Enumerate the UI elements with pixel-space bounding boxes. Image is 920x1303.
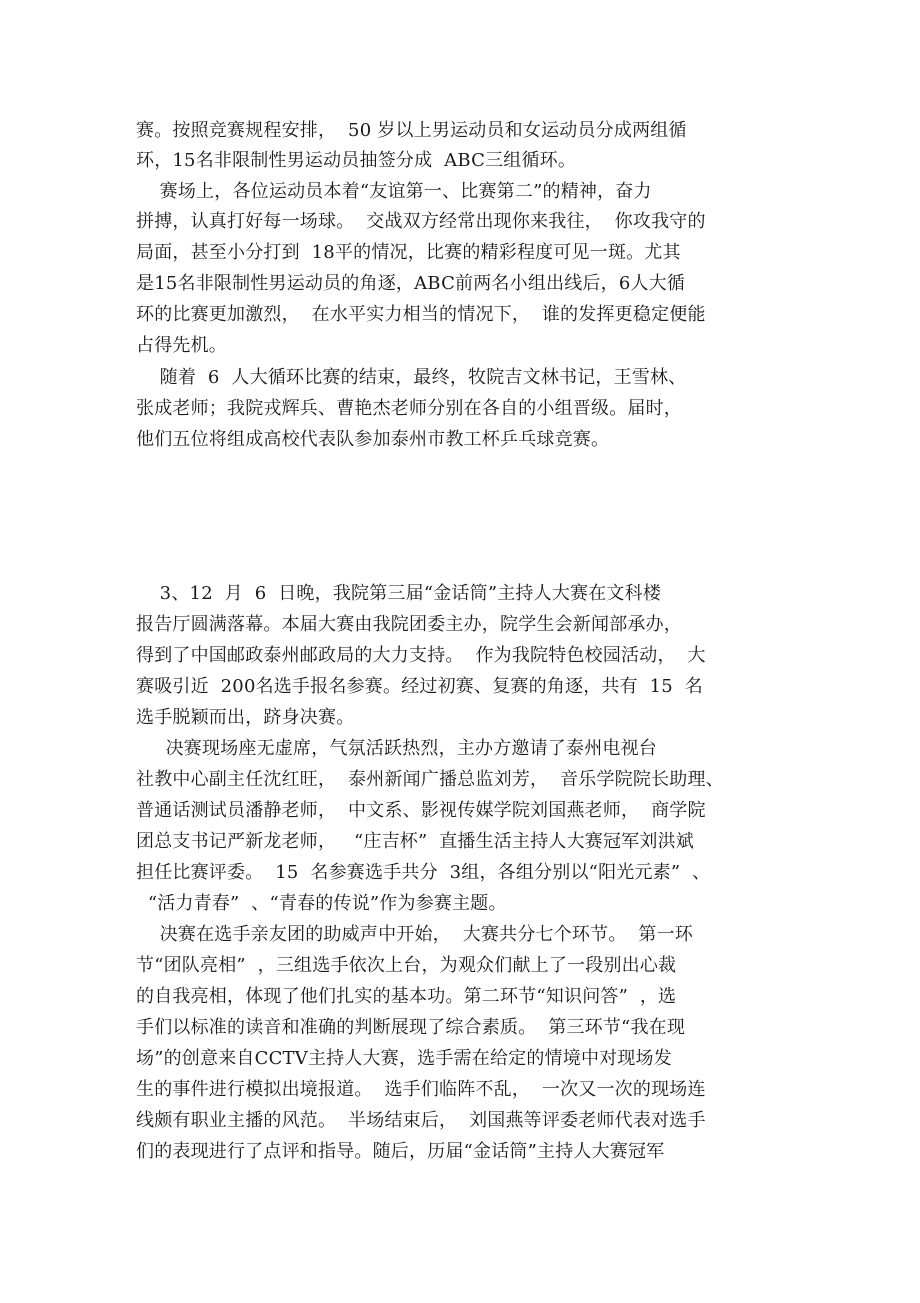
text-line: 报告厅圆满落幕。本届大赛由我院团委主办，院学生会新闻部承办， <box>136 614 682 635</box>
text-line: 普通话测试员潘静老师， 中文系、影视传媒学院刘国燕老师， 商学院 <box>136 800 706 821</box>
text-line: 线颇有职业主播的风范。 半场结束后， 刘国燕等评委老师代表对选手 <box>136 1110 706 1131</box>
text-line: 赛场上，各位运动员本着“友谊第一、比赛第二”的精神，奋力 <box>136 181 652 202</box>
text-line: 张成老师；我院戎辉兵、曹艳杰老师分别在各自的小组晋级。届时， <box>136 398 682 419</box>
text-line: 随着 6 人大循环比赛的结束，最终，牧院吉文林书记，王雪林、 <box>136 367 687 388</box>
text-line: 社教中心副主任沈红旺， 泰州新闻广播总监刘芳， 音乐学院院长助理、 <box>136 769 724 790</box>
text-line: 赛。按照竞赛规程安排， 50 岁以上男运动员和女运动员分成两组循 <box>136 120 687 141</box>
text-line: 决赛在选手亲友团的助威声中开始， 大赛共分七个环节。 第一环 <box>136 924 693 945</box>
text-line: 是15名非限制性男运动员的角逐，ABC前两名小组出线后，6人大循 <box>136 273 686 294</box>
text-line: 生的事件进行模拟出境报道。 选手们临阵不乱， 一次又一次的现场连 <box>136 1079 706 1100</box>
text-line: 团总支书记严新龙老师， “庄吉杯” 直播生活主持人大赛冠军刘洪斌 <box>136 831 695 852</box>
text-line: 手们以标准的读音和准确的判断展现了综合素质。 第三环节“我在现 <box>136 1017 686 1038</box>
text-line: 环的比赛更加激烈， 在水平实力相当的情况下， 谁的发挥更稳定便能 <box>136 304 706 325</box>
text-line: 决赛现场座无虚席，气氛活跃热烈，主办方邀请了泰州电视台 <box>136 738 658 759</box>
text-line: 拼搏，认真打好每一场球。 交战双方经常出现你来我往， 你攻我守的 <box>136 211 706 232</box>
text-line: 环，15名非限制性男运动员抽签分成 ABC三组循环。 <box>136 150 577 171</box>
text-line: 3、12 月 6 日晚，我院第三届“金话筒”主持人大赛在文科楼 <box>136 583 662 604</box>
text-line: “活力青春” 、“青春的传说”作为参赛主题。 <box>136 893 507 914</box>
text-line: 节“团队亮相” ，三组选手依次上台，为观众们献上了一段别出心裁 <box>136 955 677 976</box>
text-line: 的自我亮相，体现了他们扎实的基本功。第二环节“知识问答” ，选 <box>136 986 677 1007</box>
text-line: 局面，甚至小分打到 18平的情况，比赛的精彩程度可见一斑。尤其 <box>136 242 681 263</box>
text-line: 占得先机。 <box>136 335 227 356</box>
text-line: 选手脱颖而出，跻身决赛。 <box>136 707 355 728</box>
text-line: 场”的创意来自CCTV主持人大赛，选手需在给定的情境中对现场发 <box>136 1048 672 1069</box>
text-line: 他们五位将组成高校代表队参加泰州市教工杯乒乓球竞赛。 <box>136 429 610 450</box>
text-line: 担任比赛评委。 15 名参赛选手共分 3组，各组分别以“阳光元素” 、 <box>136 862 711 883</box>
text-line: 得到了中国邮政泰州邮政局的大力支持。 作为我院特色校园活动， 大 <box>136 645 706 666</box>
text-line: 赛吸引近 200名选手报名参赛。经过初赛、复赛的角逐，共有 15 名 <box>136 676 703 697</box>
text-line: 们的表现进行了点评和指导。随后，历届“金话筒”主持人大赛冠军 <box>136 1141 665 1162</box>
